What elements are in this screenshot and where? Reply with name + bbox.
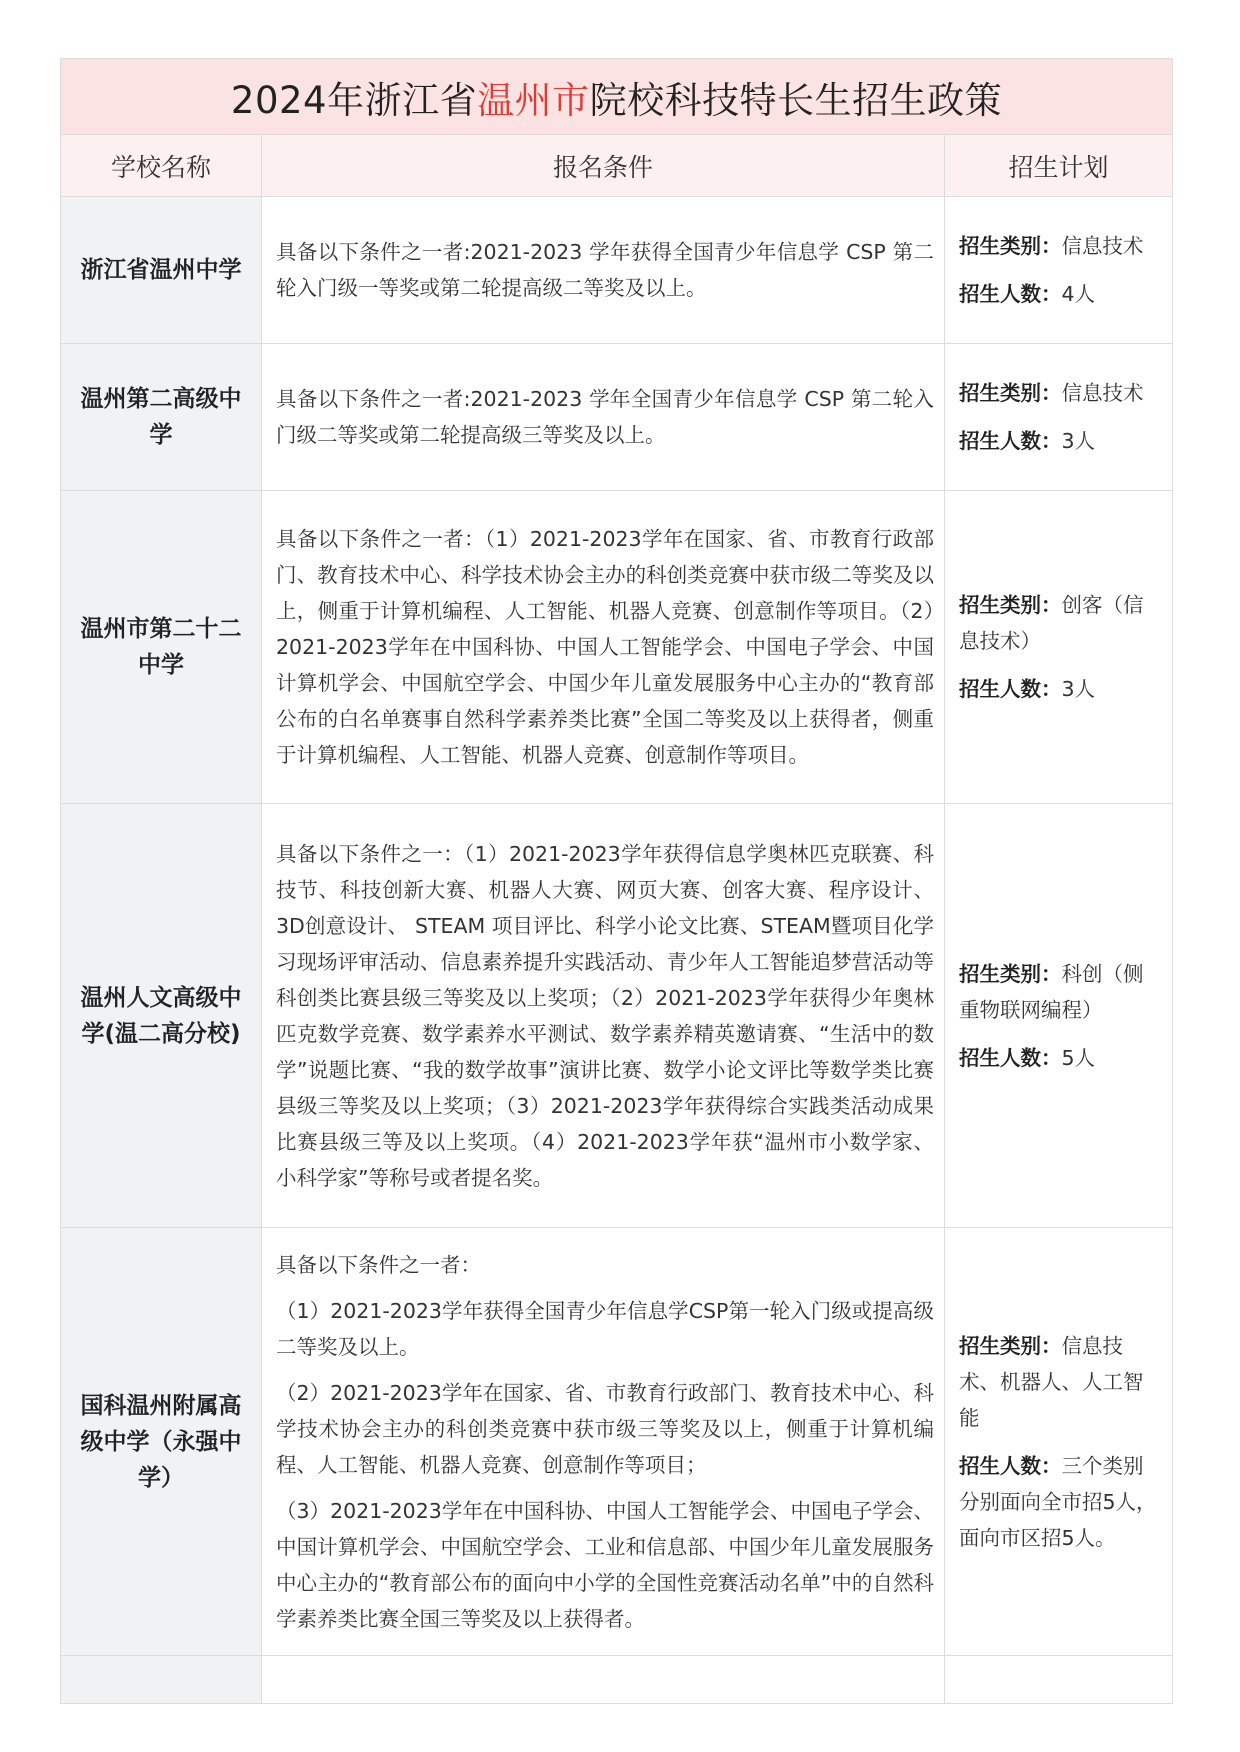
page-title — [61, 59, 1173, 135]
condition-text: 具备以下条件之一者：（1）2021-2023学年在国家、省、市教育行政部门、教育技术中心、科学技术协会主办的科创类竞赛中获市级二等奖及以上，侧重于计算机编程、人工智能、机器人竞赛、创意制作等项目。（2）2021-2023学年在中国科协、中国人工智能学会、中国电子学会、中国计算机学会、中国航空学会、中国少年儿童发展服务中心主办的“教育部公布的白名单赛事自然科学素养类比赛”全国二等奖及以上获得者，侧重于计算机编程、人工智能、机器人竞赛、创意制作等项目。 — [276, 527, 934, 767]
condition-cell — [262, 804, 945, 1228]
condition-text: 具备以下条件之一者:2021-2023 学年全国青少年信息学 CSP 第二轮入门级二等奖或第二轮提高级三等奖及以上。 — [276, 387, 934, 447]
table-row — [61, 344, 1173, 491]
category-label: 招生类别： — [959, 961, 1062, 986]
category-value: 创客（信息技术） — [959, 593, 1144, 653]
plan-count — [959, 276, 1158, 312]
plan-category — [959, 375, 1158, 411]
category-label: 招生类别： — [959, 234, 1062, 258]
table-row — [61, 197, 1173, 344]
plan-count — [959, 671, 1158, 707]
count-value: 5人 — [1061, 1045, 1096, 1070]
table-row — [61, 1228, 1173, 1656]
plan-category — [959, 1328, 1158, 1436]
plan-cell — [945, 344, 1173, 491]
count-value: 3人 — [1061, 429, 1096, 453]
plan-count — [959, 423, 1158, 459]
count-label: 招生人数： — [959, 677, 1062, 701]
plan-cell — [945, 197, 1173, 344]
count-label: 招生人数： — [959, 1045, 1062, 1070]
plan-count — [959, 1448, 1158, 1556]
school-name: 国科温州附属高级中学（永强中学） — [61, 1228, 262, 1656]
table-row — [61, 804, 1173, 1228]
condition-text: 具备以下条件之一者:2021-2023 学年获得全国青少年信息学 CSP 第二轮入门级一等奖或第二轮提高级二等奖及以上。 — [276, 240, 934, 300]
table-row-partial — [61, 1656, 1173, 1704]
header-condition: 报名条件 — [262, 135, 945, 197]
category-label: 招生类别： — [959, 381, 1062, 405]
condition-cell — [262, 1228, 945, 1656]
category-value: 信息技术 — [1061, 381, 1144, 405]
count-value: 3人 — [1061, 677, 1096, 701]
policy-sheet — [60, 58, 1172, 1704]
plan-cell — [945, 491, 1173, 804]
condition-item-3: （3）2021-2023学年在中国科协、中国人工智能学会、中国电子学会、中国计算机学会、中国航空学会、工业和信息部、中国少年儿童发展服务中心主办的“教育部公布的面向中小学的全国性竞赛活动名单”中的自然科学素养类比赛全国三等奖及以上获得者。 — [276, 1498, 934, 1631]
plan-cell-empty — [945, 1656, 1173, 1704]
count-label: 招生人数： — [959, 282, 1062, 306]
category-value: 科创（侧重物联网编程） — [959, 961, 1144, 1022]
count-label: 招生人数： — [959, 1453, 1062, 1478]
school-name: 温州市第二十二中学 — [61, 491, 262, 804]
school-name: 浙江省温州中学 — [61, 197, 262, 344]
header-row — [61, 135, 1173, 197]
category-value: 信息技术、机器人、人工智能 — [959, 1333, 1144, 1430]
condition-text: 具备以下条件之一：（1）2021-2023学年获得信息学奥林匹克联赛、科技节、科技创新大赛、机器人大赛、网页大赛、创客大赛、程序设计、3D创意设计、 STEAM 项目评比、科学小论文比赛、STEAM暨项目化学习现场评审活动、信息素养提升实践活动、青少年人工智能追梦营活动等科创类比赛县级三等奖及以上奖项；（2）2021-2023学年获得少年奥林匹克数学竞赛、数学素养水平测试、数学素养精英邀请赛、“生活中的数学”说题比赛、“我的数学故事”演讲比赛、数学小论文评比等数学类比赛县级三等奖及以上奖项；（3）2021-2023学年获得综合实践类活动成果比赛县级三等及以上奖项。（4）2021-2023学年获“温州市小数学家、小科学家”等称号或者提名奖。 — [276, 841, 934, 1190]
plan-cell — [945, 804, 1173, 1228]
title-suffix: 院校科技特长生招生政策 — [589, 78, 1003, 122]
policy-table — [60, 58, 1173, 1704]
plan-category — [959, 956, 1158, 1028]
plan-count — [959, 1040, 1158, 1076]
school-name: 温州人文高级中学(温二高分校) — [61, 804, 262, 1228]
condition-text: 具备以下条件之一者： — [276, 1252, 481, 1277]
count-label: 招生人数： — [959, 429, 1062, 453]
category-label: 招生类别： — [959, 1333, 1062, 1358]
category-label: 招生类别： — [959, 593, 1062, 617]
title-highlight: 温州市 — [477, 78, 590, 122]
title-row — [61, 59, 1173, 135]
condition-cell — [262, 344, 945, 491]
title-prefix: 2024年浙江省 — [230, 78, 478, 122]
plan-category — [959, 228, 1158, 264]
table-row — [61, 491, 1173, 804]
condition-cell — [262, 491, 945, 804]
header-school: 学校名称 — [61, 135, 262, 197]
school-name-empty — [61, 1656, 262, 1704]
category-value: 信息技术 — [1061, 234, 1144, 258]
header-plan: 招生计划 — [945, 135, 1173, 197]
school-name: 温州第二高级中学 — [61, 344, 262, 491]
plan-cell — [945, 1228, 1173, 1656]
condition-item-2: （2）2021-2023学年在国家、省、市教育行政部门、教育技术中心、科学技术协会主办的科创类竞赛中获市级三等奖及以上，侧重于计算机编程、人工智能、机器人竞赛、创意制作等项目； — [276, 1380, 934, 1477]
plan-category — [959, 587, 1158, 659]
count-value: 三个类别分别面向全市招5人，面向市区招5人。 — [959, 1453, 1157, 1550]
count-value: 4人 — [1061, 282, 1096, 306]
condition-cell — [262, 197, 945, 344]
condition-cell-empty — [262, 1656, 945, 1704]
condition-item-1: （1）2021-2023学年获得全国青少年信息学CSP第一轮入门级或提高级二等奖及以上。 — [276, 1298, 934, 1359]
